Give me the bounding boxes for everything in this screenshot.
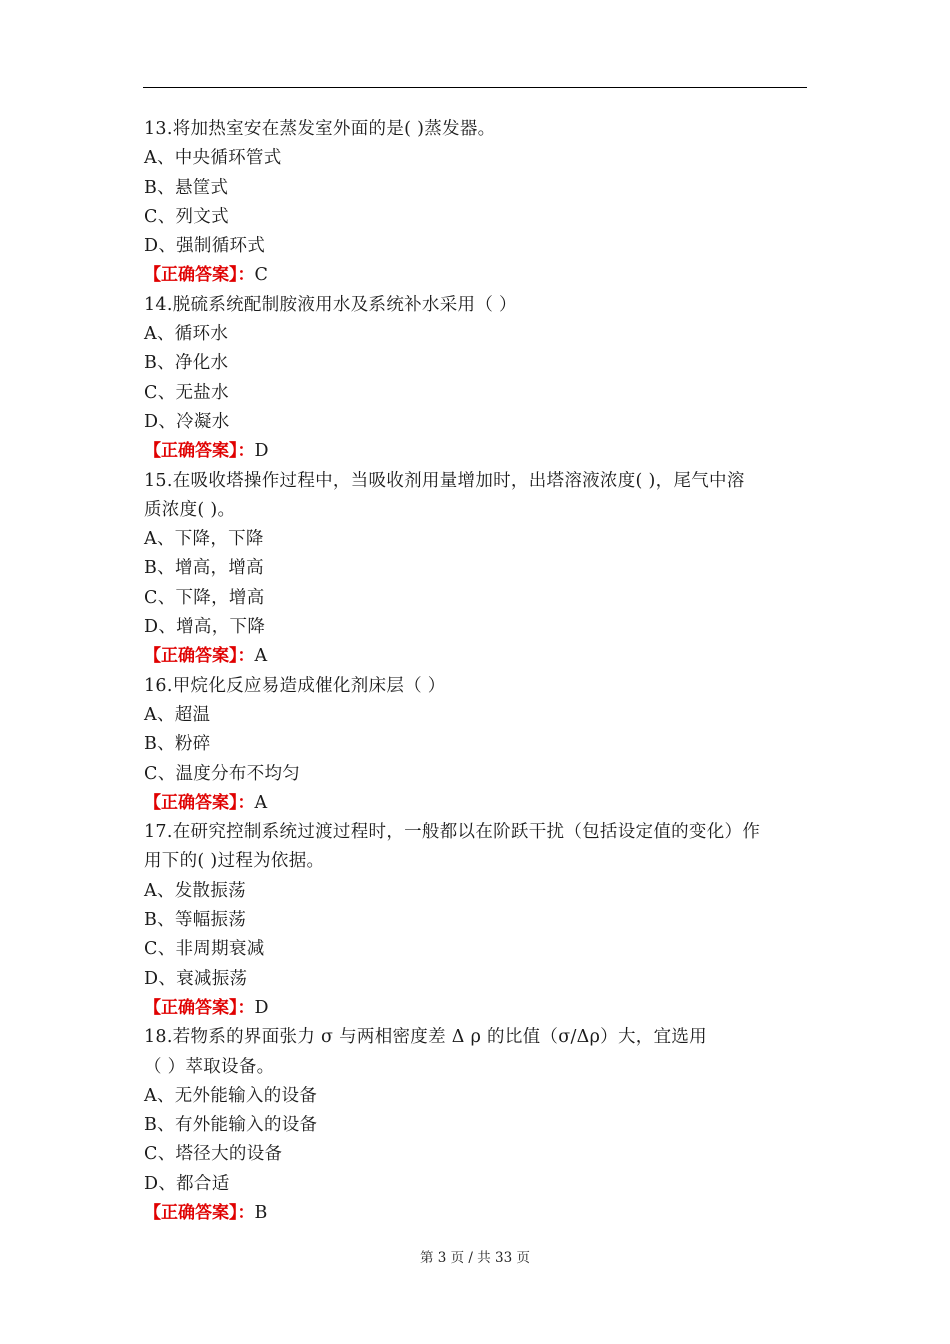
option-d: D、增高，下降 xyxy=(144,617,266,638)
question-15 xyxy=(144,467,808,672)
option-c: C、非周期衰减 xyxy=(144,939,265,960)
option-d: D、都合适 xyxy=(144,1173,230,1194)
question-stem: 16.甲烷化反应易造成催化剂床层（ ） xyxy=(144,675,446,696)
answer-line xyxy=(144,994,808,1023)
question-stem-continued: 质浓度( )。 xyxy=(144,499,236,520)
answer-value: C xyxy=(254,265,268,286)
question-stem-continued: 用下的( )过程为依据。 xyxy=(144,851,325,872)
option-c: C、无盐水 xyxy=(144,382,229,403)
answer-line xyxy=(144,789,808,818)
question-14 xyxy=(144,291,808,467)
answer-line xyxy=(144,437,808,466)
answer-value: A xyxy=(254,646,268,667)
answer-label: 【正确答案】： xyxy=(144,265,255,286)
option-d: D、衰减振荡 xyxy=(144,968,248,989)
option-a: A、中央循环管式 xyxy=(144,148,282,169)
question-stem: 14.脱硫系统配制胺液用水及系统补水采用（ ） xyxy=(144,294,517,315)
answer-label: 【正确答案】： xyxy=(144,441,255,462)
answer-label: 【正确答案】： xyxy=(144,792,255,813)
question-stem: 17.在研究控制系统过渡过程时，一般都以在阶跃干扰（包括设定值的变化）作 xyxy=(144,822,761,843)
question-13 xyxy=(144,115,808,291)
answer-line xyxy=(144,642,808,671)
answer-value: D xyxy=(254,441,269,462)
answer-value: B xyxy=(254,1202,268,1223)
answer-label: 【正确答案】： xyxy=(144,997,255,1018)
page-number: 第 3 页 / 共 33 页 xyxy=(419,1250,531,1266)
option-d: D、强制循环式 xyxy=(144,236,266,257)
answer-label: 【正确答案】： xyxy=(144,646,255,667)
option-b: B、粉碎 xyxy=(144,734,211,755)
question-list xyxy=(144,115,808,1228)
answer-value: A xyxy=(254,792,268,813)
option-b: B、有外能输入的设备 xyxy=(144,1115,318,1136)
answer-value: D xyxy=(254,997,269,1018)
option-a: A、无外能输入的设备 xyxy=(144,1085,318,1106)
option-c: C、下降，增高 xyxy=(144,587,265,608)
option-b: B、悬筐式 xyxy=(144,177,229,198)
option-b: B、净化水 xyxy=(144,353,229,374)
question-18 xyxy=(144,1023,808,1228)
question-stem: 15.在吸收塔操作过程中，当吸收剂用量增加时，出塔溶液浓度( )，尾气中溶 xyxy=(144,470,745,491)
question-16 xyxy=(144,672,808,818)
option-d: D、冷凝水 xyxy=(144,411,230,432)
answer-line xyxy=(144,1199,808,1228)
answer-line xyxy=(144,261,808,290)
option-c: C、列文式 xyxy=(144,206,229,227)
option-c: C、温度分布不均匀 xyxy=(144,763,301,784)
option-a: A、超温 xyxy=(144,704,211,725)
question-stem: 13.将加热室安在蒸发室外面的是( )蒸发器。 xyxy=(144,119,496,139)
option-a: A、下降，下降 xyxy=(144,529,264,550)
question-17 xyxy=(144,818,808,1023)
option-a: A、循环水 xyxy=(144,324,229,345)
answer-label: 【正确答案】： xyxy=(144,1202,255,1223)
option-b: B、等幅振荡 xyxy=(144,910,247,931)
question-stem-continued: （ ）萃取设备。 xyxy=(144,1056,275,1077)
option-c: C、塔径大的设备 xyxy=(144,1144,283,1165)
question-stem: 18.若物系的界面张力 σ 与两相密度差 Δ ρ 的比值（σ/Δρ）大，宜选用 xyxy=(144,1027,707,1048)
header-rule xyxy=(143,87,807,88)
option-b: B、增高，增高 xyxy=(144,558,264,579)
option-a: A、发散振荡 xyxy=(144,880,246,901)
